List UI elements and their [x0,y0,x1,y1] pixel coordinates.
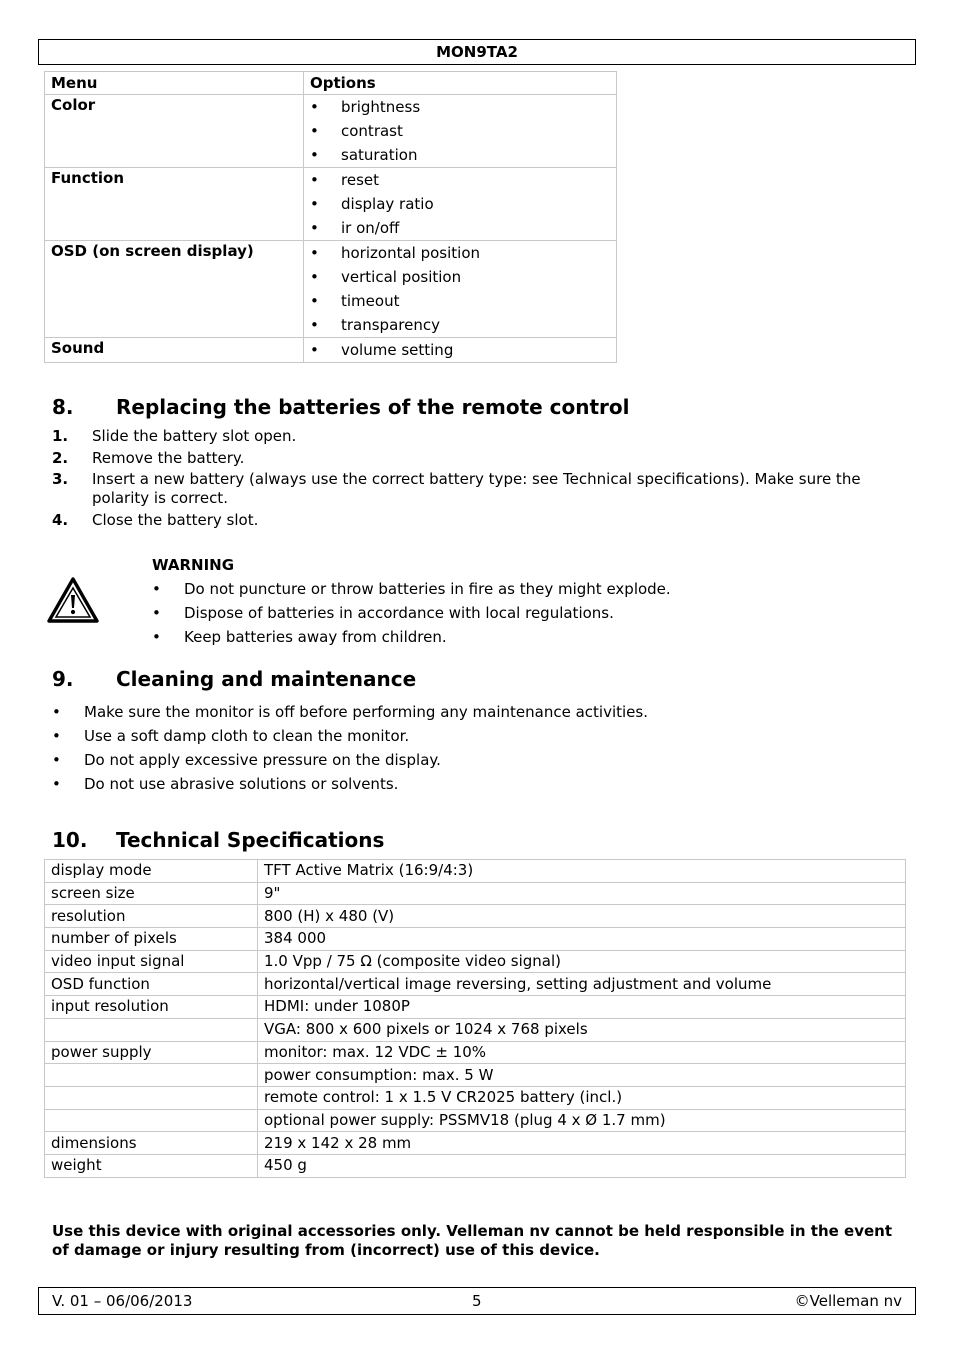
menu-table-row [45,338,617,363]
technical-specifications-table [44,859,906,1178]
option-item: • brightness [310,95,610,119]
menu-name: Color [45,95,304,168]
spec-value: HDMI: under 1080P [258,996,906,1019]
spec-value: VGA: 800 x 600 pixels or 1024 x 768 pixels [258,1018,906,1041]
menu-name: OSD (on screen display) [45,241,304,338]
spec-value: 1.0 Vpp / 75 Ω (composite video signal) [258,950,906,973]
spec-value: monitor: max. 12 VDC ± 10% [258,1041,906,1064]
option-item: • reset [310,168,610,192]
menu-table-row [45,241,617,338]
header-title: MON9TA2 [436,43,518,61]
spec-value: 450 g [258,1154,906,1177]
menu-table-row [45,95,617,168]
spec-row [45,882,906,905]
spec-key: power supply [45,1041,258,1064]
maintenance-item: • Make sure the monitor is off before performing any maintenance activities. [52,700,648,724]
maintenance-item: • Do not use abrasive solutions or solvents. [52,772,648,796]
warning-item: • Do not puncture or throw batteries in fire as they might explode. [152,577,671,601]
spec-row [45,950,906,973]
option-item: • timeout [310,289,610,313]
spec-row [45,1132,906,1155]
section-9-title: Cleaning and maintenance [116,667,417,691]
menu-table-row [45,168,617,241]
section-8-number: 8. [52,395,74,419]
section-8-title: Replacing the batteries of the remote control [116,395,630,419]
spec-key [45,1018,258,1041]
spec-key [45,1064,258,1087]
option-item: • display ratio [310,192,610,216]
spec-row [45,928,906,951]
footer-page-number: 5 [472,1292,482,1310]
spec-value: 219 x 142 x 28 mm [258,1132,906,1155]
step-item [52,427,902,446]
step-text: Insert a new battery (always use the correct battery type: see Technical specifications). Make sure the polarity is correct. [92,470,861,507]
section-10-title: Technical Specifications [116,828,385,852]
spec-key [45,1086,258,1109]
options-column-header: Options [304,72,617,95]
warning-item: • Dispose of batteries in accordance with local regulations. [152,601,671,625]
spec-row [45,996,906,1019]
options-list [310,241,610,337]
menu-column-header: Menu [45,72,304,95]
spec-key [45,1109,258,1132]
section-9-number: 9. [52,667,74,691]
spec-row [45,1086,906,1109]
page-header [38,39,916,65]
warning-triangle-icon [46,575,100,624]
spec-value: horizontal/vertical image reversing, setting adjustment and volume [258,973,906,996]
spec-key: resolution [45,905,258,928]
page-footer [38,1287,916,1315]
menu-options-cell [304,95,617,168]
warning-list [152,577,671,649]
section-10-number: 10. [52,828,88,852]
spec-row [45,1154,906,1177]
section-10-heading [52,828,912,854]
spec-row [45,860,906,883]
spec-row [45,973,906,996]
section-8-heading [52,395,912,421]
spec-key: dimensions [45,1132,258,1155]
spec-row [45,1064,906,1087]
spec-key: number of pixels [45,928,258,951]
spec-key: OSD function [45,973,258,996]
spec-row [45,905,906,928]
step-number: 4. [52,510,69,529]
step-number: 3. [52,470,69,488]
step-item [52,470,902,508]
step-number: 1. [52,427,69,445]
spec-row [45,1018,906,1041]
option-item: • horizontal position [310,241,610,265]
spec-value: power consumption: max. 5 W [258,1064,906,1087]
options-list [310,338,610,362]
spec-value: 384 000 [258,928,906,951]
menu-options-cell [304,168,617,241]
spec-row [45,1041,906,1064]
option-item: • vertical position [310,265,610,289]
spec-value: 9" [258,882,906,905]
warning-item: • Keep batteries away from children. [152,625,671,649]
warning-title: WARNING [152,556,235,574]
menu-name: Sound [45,338,304,363]
menu-table-header-row [45,72,617,95]
spec-value: remote control: 1 x 1.5 V CR2025 battery (incl.) [258,1086,906,1109]
step-item [52,511,902,530]
option-item: • volume setting [310,338,610,362]
maintenance-list [52,700,648,796]
disclaimer-note: Use this device with original accessories only. Velleman nv cannot be held responsible in the event of damage or injury resulting from (incorrect) use of this device. [52,1222,892,1259]
option-item: • saturation [310,143,610,167]
menu-options-cell [304,241,617,338]
spec-key: weight [45,1154,258,1177]
option-item: • contrast [310,119,610,143]
battery-steps-list [52,427,902,532]
footer-copyright: ©Velleman nv [794,1292,902,1310]
spec-key: display mode [45,860,258,883]
maintenance-item: • Do not apply excessive pressure on the display. [52,748,648,772]
options-list [310,168,610,240]
menu-options-table [44,71,617,363]
menu-options-cell [304,338,617,363]
spec-key: screen size [45,882,258,905]
footer-version: V. 01 – 06/06/2013 [52,1292,193,1310]
spec-key: input resolution [45,996,258,1019]
spec-key: video input signal [45,950,258,973]
menu-name: Function [45,168,304,241]
section-9-heading [52,667,912,693]
spec-value: TFT Active Matrix (16:9/4:3) [258,860,906,883]
spec-value: 800 (H) x 480 (V) [258,905,906,928]
step-text: Slide the battery slot open. [92,427,297,445]
option-item: • ir on/off [310,216,610,240]
spec-row [45,1109,906,1132]
step-item [52,449,902,468]
step-text: Remove the battery. [92,448,245,467]
step-number: 2. [52,448,69,467]
step-text: Close the battery slot. [92,510,259,529]
spec-value: optional power supply: PSSMV18 (plug 4 x Ø 1.7 mm) [258,1109,906,1132]
option-item: • transparency [310,313,610,337]
maintenance-item: • Use a soft damp cloth to clean the monitor. [52,724,648,748]
options-list [310,95,610,167]
